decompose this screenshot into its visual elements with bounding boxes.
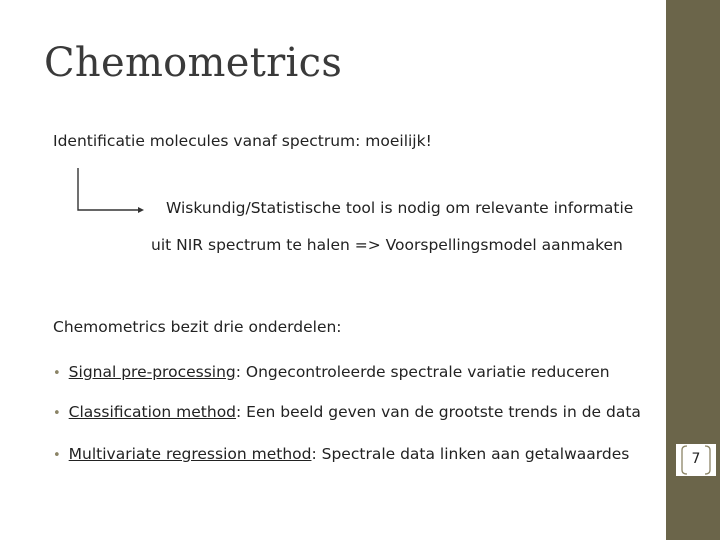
elbow-arrow-icon (70, 165, 150, 215)
bullet-dot: • (53, 366, 61, 381)
parts-heading: Chemometrics bezit drie onderdelen: (53, 318, 342, 336)
bullet-term: Multivariate regression method (68, 445, 312, 463)
bullet-item (53, 403, 641, 421)
bullet-item (53, 363, 610, 381)
bullet-description: : Een beeld geven van de grootste trends in de data (236, 403, 641, 421)
bullet-term: Signal pre-processing (68, 363, 236, 381)
bullet-term: Classification method (68, 403, 237, 421)
intro-text: Identificatie molecules vanaf spectrum: moeilijk! (53, 132, 432, 150)
arrow-text-line1: Wiskundig/Statistische tool is nodig om relevante informatie (166, 199, 634, 217)
bullet-description: : Ongecontroleerde spectrale variatie reduceren (235, 363, 610, 381)
page-number: 7 (691, 451, 701, 467)
slide-title: Chemometrics (44, 40, 343, 86)
arrow-text-line2: uit NIR spectrum te halen => Voorspellingsmodel aanmaken (151, 236, 623, 254)
bullet-description: : Spectrale data linken aan getalwaardes (311, 445, 630, 463)
bullet-dot: • (53, 448, 61, 463)
bullet-dot: • (53, 406, 61, 421)
bullet-item (53, 445, 629, 463)
